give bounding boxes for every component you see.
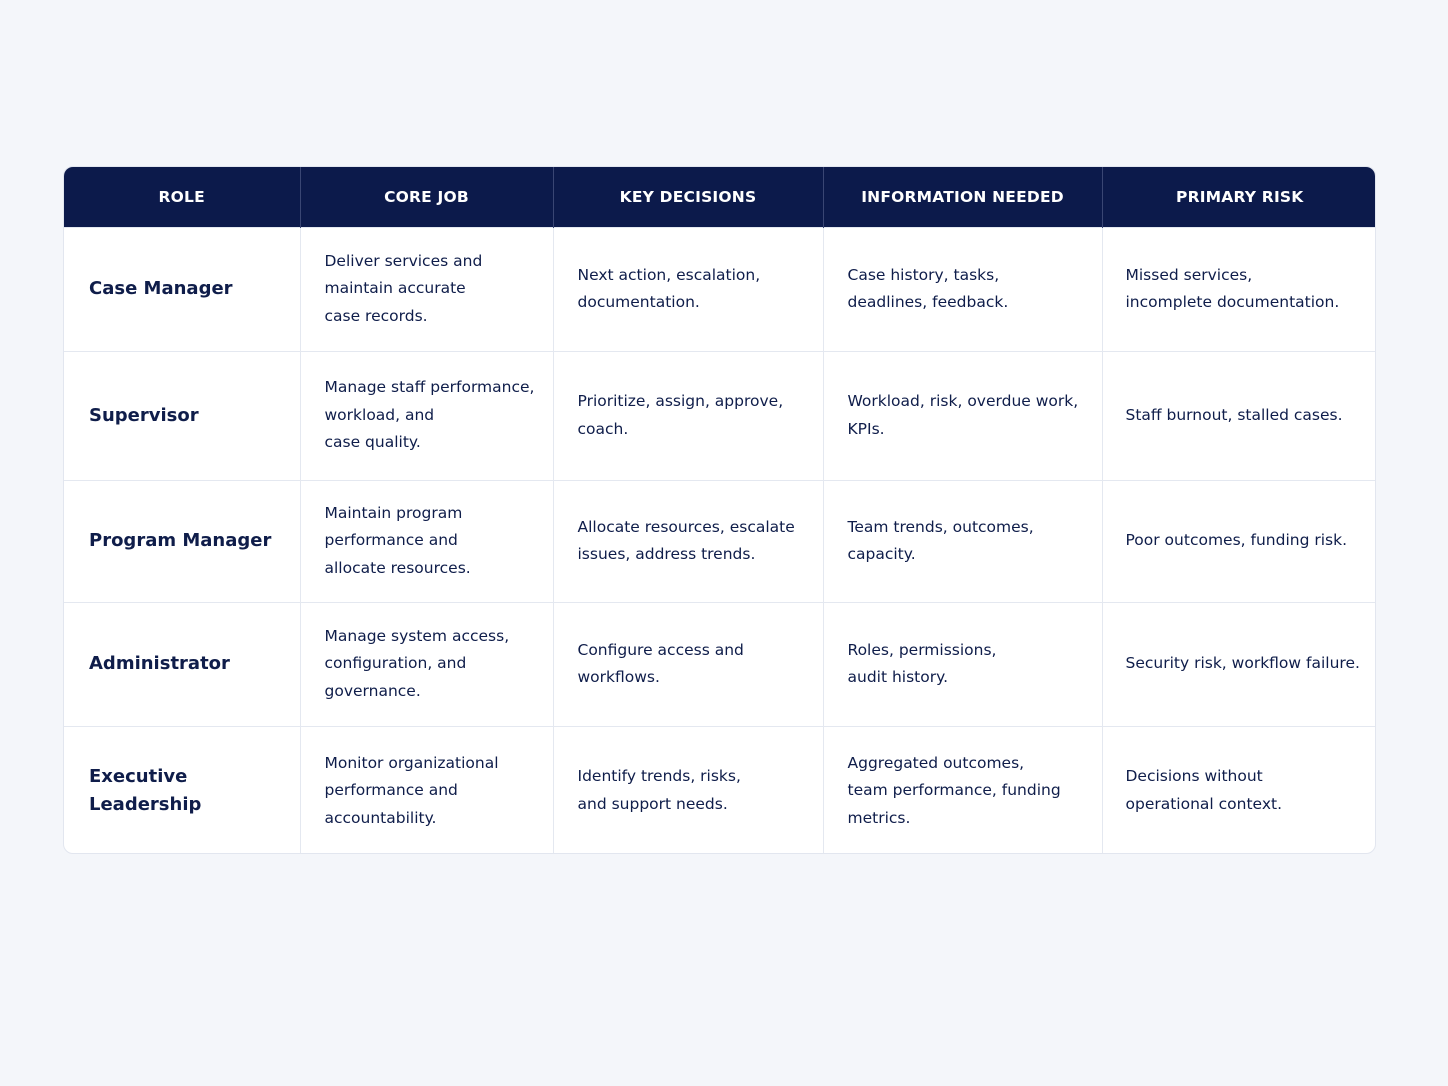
cell-role: Administrator (64, 602, 300, 726)
cell-key-decisions: Next action, escalation, documentation. (553, 227, 823, 351)
cell-role: Executive Leadership (64, 726, 300, 854)
cell-primary-risk: Poor outcomes, funding risk. (1102, 480, 1376, 602)
cell-information-needed: Workload, risk, overdue work, KPIs. (823, 351, 1102, 480)
cell-primary-risk: Decisions without operational context. (1102, 726, 1376, 854)
cell-primary-risk: Security risk, workflow failure. (1102, 602, 1376, 726)
cell-information-needed: Aggregated outcomes, team performance, funding metrics. (823, 726, 1102, 854)
table-row (64, 726, 1376, 854)
cell-information-needed: Case history, tasks, deadlines, feedback. (823, 227, 1102, 351)
table-row (64, 227, 1376, 351)
header-key-decisions: KEY DECISIONS (553, 167, 823, 227)
cell-core-job: Maintain program performance and allocate resources. (300, 480, 553, 602)
roles-table (64, 167, 1376, 854)
cell-role: Case Manager (64, 227, 300, 351)
cell-primary-risk: Missed services, incomplete documentation. (1102, 227, 1376, 351)
cell-information-needed: Roles, permissions, audit history. (823, 602, 1102, 726)
table-row (64, 351, 1376, 480)
table-body (64, 227, 1376, 854)
cell-key-decisions: Identify trends, risks, and support needs. (553, 726, 823, 854)
header-role: ROLE (64, 167, 300, 227)
cell-role: Program Manager (64, 480, 300, 602)
cell-key-decisions: Allocate resources, escalate issues, address trends. (553, 480, 823, 602)
cell-core-job: Manage system access, configuration, and governance. (300, 602, 553, 726)
header-row (64, 167, 1376, 227)
table-row (64, 602, 1376, 726)
cell-core-job: Deliver services and maintain accurate case records. (300, 227, 553, 351)
table-header (64, 167, 1376, 227)
cell-role: Supervisor (64, 351, 300, 480)
cell-information-needed: Team trends, outcomes, capacity. (823, 480, 1102, 602)
header-core-job: CORE JOB (300, 167, 553, 227)
header-primary-risk: PRIMARY RISK (1102, 167, 1376, 227)
cell-primary-risk: Staff burnout, stalled cases. (1102, 351, 1376, 480)
header-information-needed: INFORMATION NEEDED (823, 167, 1102, 227)
cell-key-decisions: Configure access and workflows. (553, 602, 823, 726)
table-row (64, 480, 1376, 602)
cell-core-job: Manage staff performance, workload, and case quality. (300, 351, 553, 480)
cell-key-decisions: Prioritize, assign, approve, coach. (553, 351, 823, 480)
roles-table-card (63, 166, 1376, 854)
cell-core-job: Monitor organizational performance and accountability. (300, 726, 553, 854)
